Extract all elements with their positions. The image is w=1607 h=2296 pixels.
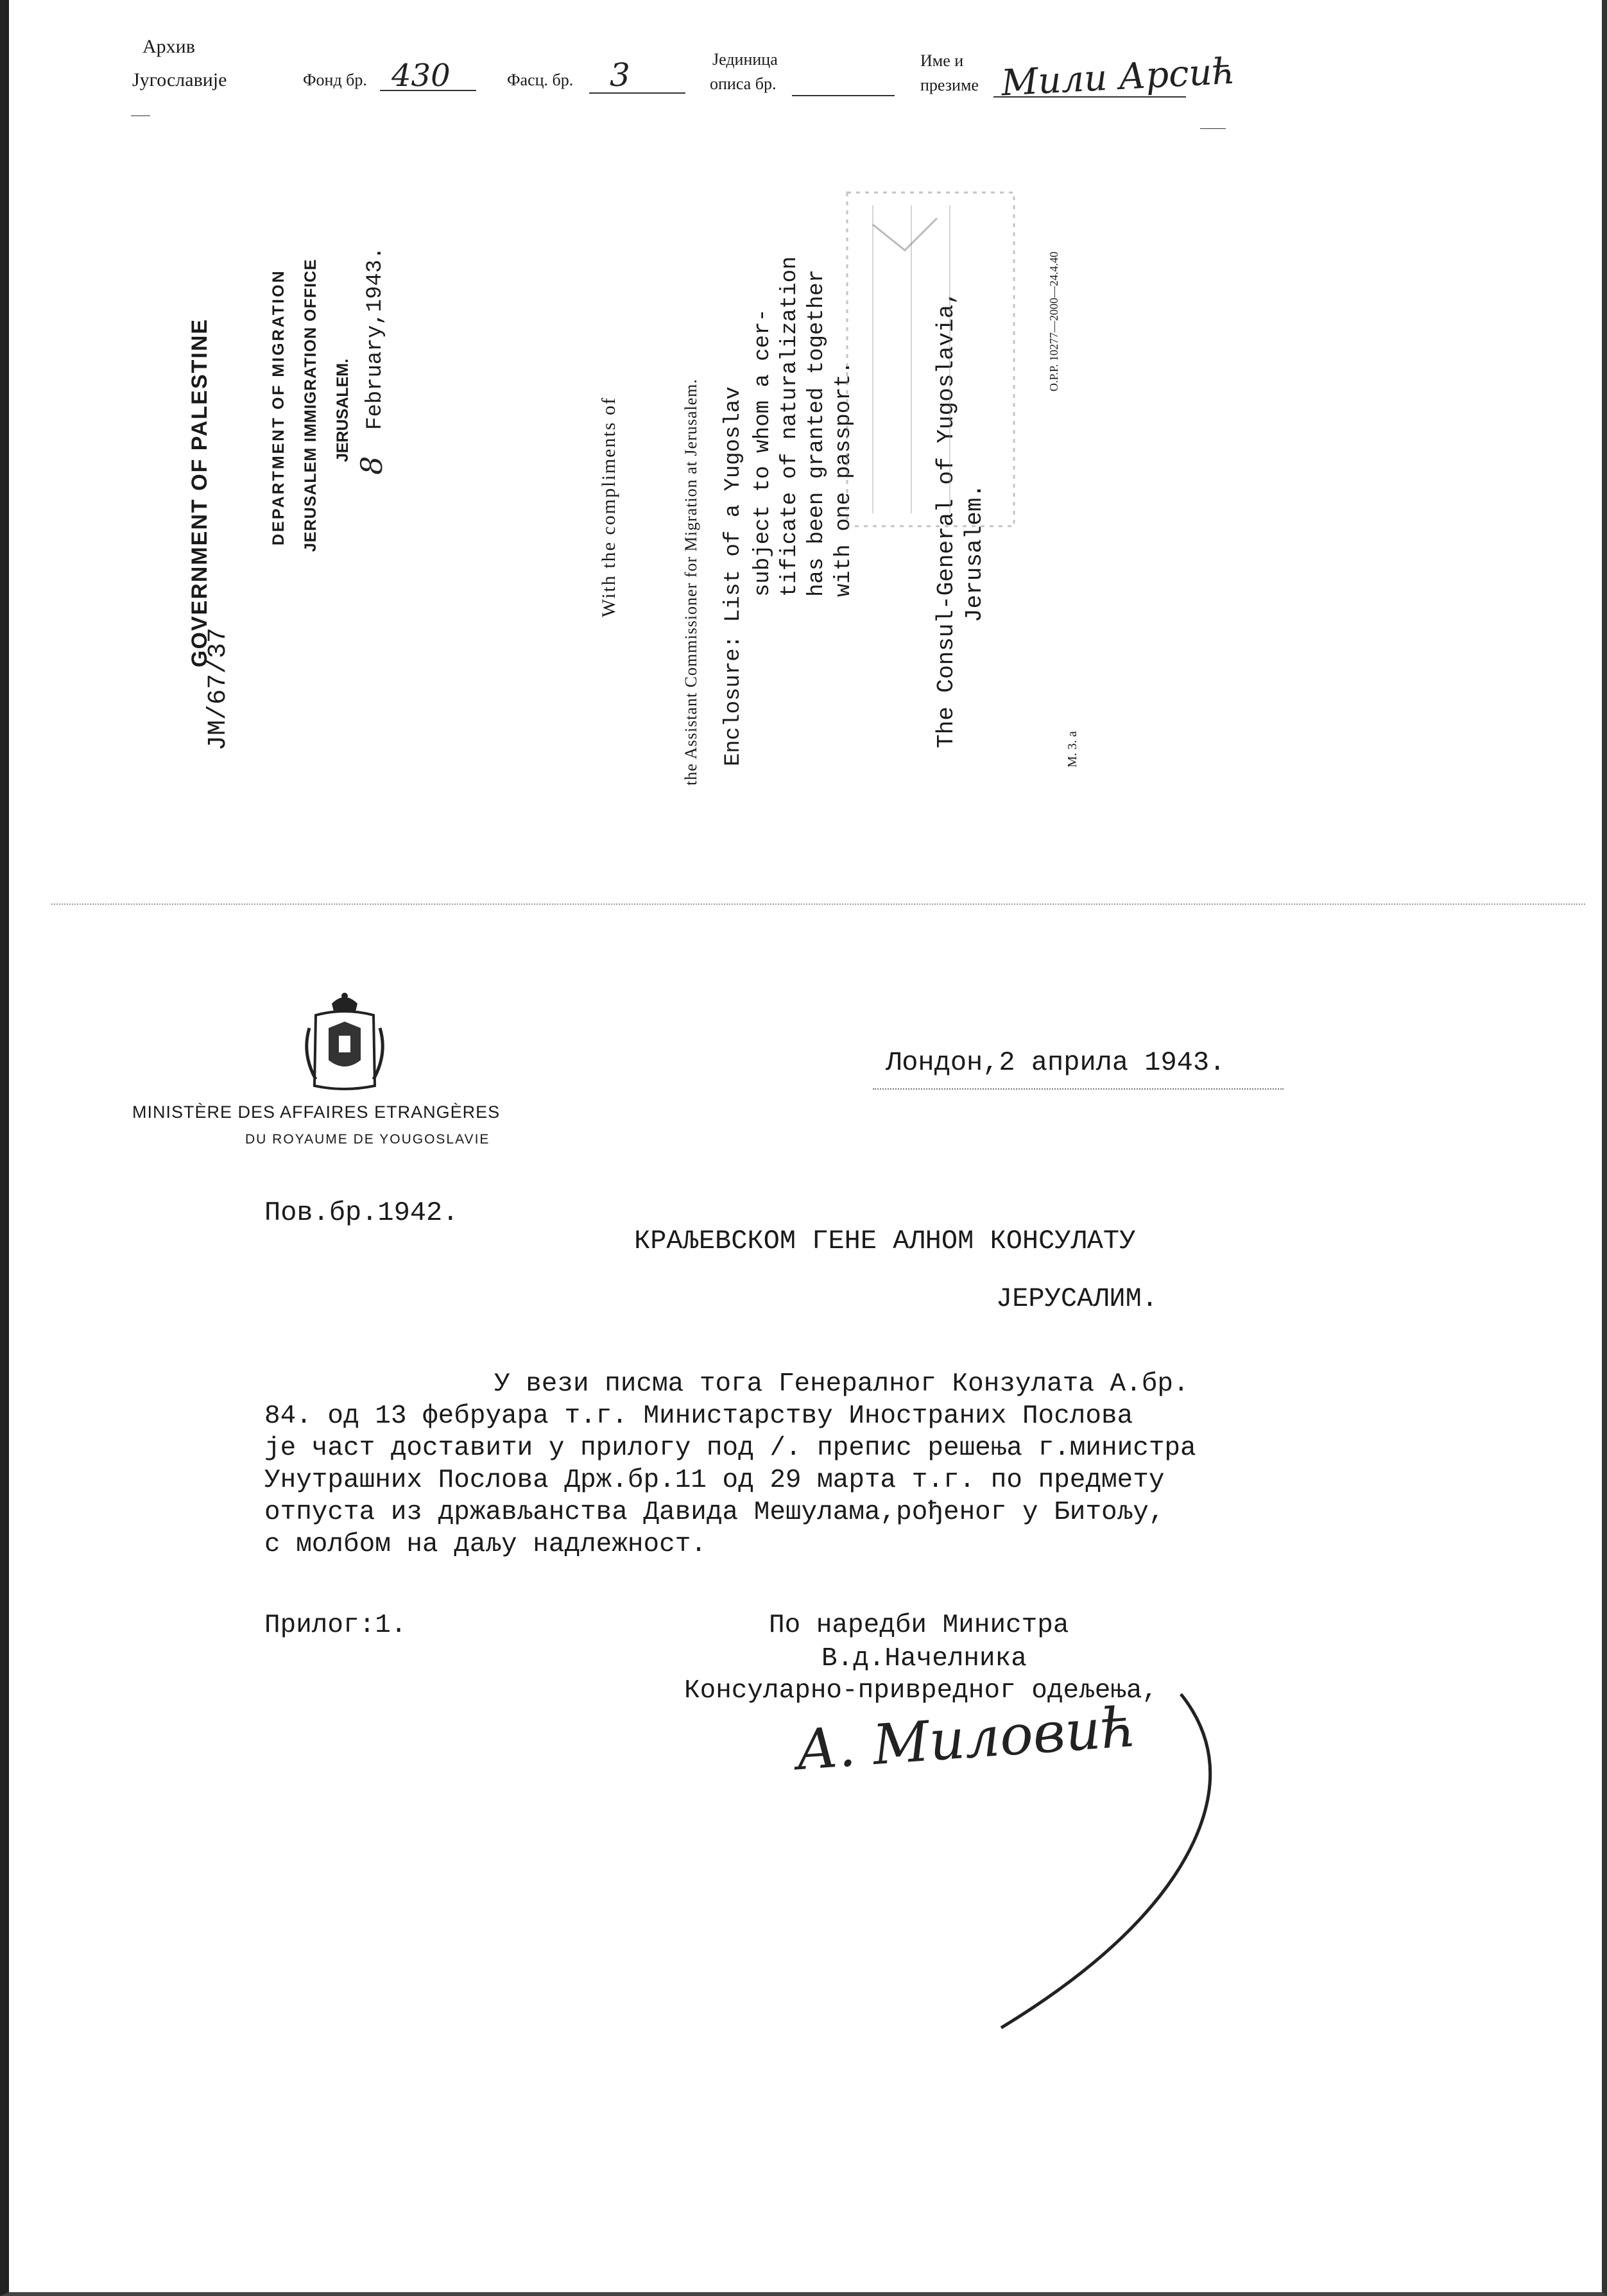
fasc-value: 3 xyxy=(610,56,630,94)
palestine-ref: JM/67/37 xyxy=(204,627,233,751)
reference-number: Пов.бр.1942. xyxy=(264,1197,459,1228)
palestine-commissioner: the Assistant Commissioner for Migration at Jerusalem. xyxy=(682,379,700,785)
form-code: M. 3. a xyxy=(1065,731,1079,767)
place-date: Лондон,2 априла 1943. xyxy=(886,1047,1226,1078)
enclosure-line-3: tificate of naturalization xyxy=(778,256,802,597)
addressee-line-2: Jerusalem. xyxy=(961,483,988,622)
body-line-3: је част доставити у прилогу под /. препис решења г.министра xyxy=(264,1434,1196,1463)
fond-label: Фонд бр. xyxy=(303,71,367,89)
attachment-note: Прилог:1. xyxy=(264,1611,407,1640)
body-line-4: Унутрашних Послова Држ.бр.11 од 29 марта т.г. по предмету xyxy=(264,1466,1165,1495)
fasc-label: Фасц. бр. xyxy=(507,71,574,89)
signature: А. Миловић xyxy=(794,1695,1139,1783)
archive-label-line2: Југославије xyxy=(132,69,227,90)
name-value: Мили Арсић xyxy=(1000,50,1237,105)
print-code: O.P.P. 10277—2000—24.4.40 xyxy=(1047,251,1060,391)
enclosure-line-1: Enclosure: List of a Yugoslav xyxy=(721,386,746,766)
palestine-government: GOVERNMENT OF PALESTINE xyxy=(187,318,212,667)
addressee-line-1: The Consul-General of Yugoslavia, xyxy=(933,291,959,748)
unit-label-line1: Јединица xyxy=(712,50,778,69)
recipient-line-2: ЈЕРУСАЛИМ. xyxy=(996,1283,1158,1314)
palestine-date-day: 8 xyxy=(354,456,389,475)
ministry-line-2: DU ROYAUME DE YOUGOSLAVIE xyxy=(245,1132,490,1147)
body-line-1: У вези писма тога Генералног Конзулата А.бр. xyxy=(494,1369,1189,1399)
body-line-5: отпуста из држављанства Давида Мешулама,рођеног у Битољу, xyxy=(264,1498,1165,1527)
body-line-2: 84. од 13 фебруара т.г. Министарству Иностраних Послова xyxy=(264,1401,1133,1431)
sign-line-3: Консуларно-привредног одељења, xyxy=(684,1676,1158,1706)
unit-label-line2: описа бр. xyxy=(710,74,777,93)
sign-line-2: В.д.Начелника xyxy=(821,1644,1027,1674)
palestine-department: DEPARTMENT OF MIGRATION xyxy=(270,269,288,545)
name-label-line1: Име и xyxy=(920,51,964,70)
enclosure-line-5: with one passport. xyxy=(832,361,856,597)
recipient-line-1: КРАЉЕВСКОМ ГЕНЕ АЛНОМ КОНСУЛАТУ xyxy=(634,1226,1136,1256)
body-line-6: с молбом на даљу надлежност. xyxy=(264,1530,707,1559)
name-label-line2: презиме xyxy=(920,76,979,94)
sign-line-1: По наредби Министра xyxy=(769,1611,1069,1640)
palestine-date: February,1943. xyxy=(363,246,388,430)
ministry-line-1: MINISTÈRE DES AFFAIRES ETRANGÈRES xyxy=(132,1102,501,1122)
palestine-office: JERUSALEM IMMIGRATION OFFICE xyxy=(302,259,320,552)
enclosure-line-4: has been granted together xyxy=(805,269,829,597)
palestine-city: JERUSALEM. xyxy=(334,358,352,462)
archive-label-line1: Архив xyxy=(142,36,195,57)
fond-value: 430 xyxy=(391,58,451,94)
enclosure-line-2: subject to whom a cer- xyxy=(751,309,775,597)
palestine-compliments: With the compliments of xyxy=(598,397,619,617)
